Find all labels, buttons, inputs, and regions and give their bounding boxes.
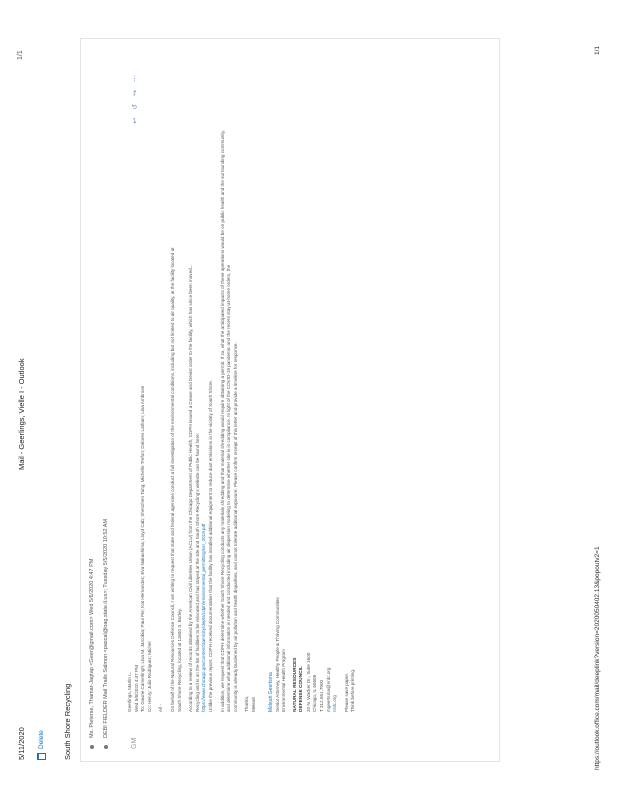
to-line: To: Gaurie Camerlingh; Lisa M. Jarcobia; Paul Pie; Kat Hernandez; Eva Nakashima; Lloyd Cab; Shenzhen Tang; Michelle Trefon; Dolores Latham; Lisa Ambrose [140, 385, 146, 712]
paragraph-line: According to a review of records obtained by the American Civil Liberties Union (ACLU) from the Chicago Department of Public Health, CDPH issued a Cease and Desist order to the facility, which has since been moved... [188, 264, 194, 712]
reply-icon[interactable]: ↩ [132, 117, 139, 124]
paragraph-line: and determine what additional information is needed and conducted including air dispersion modeling to determine whether site is in compliance. In light of the COVID-19 pandemic and the recent stay-at-home orders, the [226, 264, 232, 712]
signature-name: Meleah Geertsma [267, 672, 274, 712]
signature-tail: Think before printing. [350, 668, 356, 712]
page-number: 1/1 [594, 45, 601, 55]
signature-org: DEFENSE COUNCIL [299, 666, 305, 712]
paragraph-line: Recycling and is on the list of facilities to be relocated and has stayed at the site and South Shore Recycling's website can be found here: [194, 433, 200, 712]
greeting: All - [158, 704, 164, 712]
signature-org: NATURAL RESOURCES [292, 657, 298, 712]
forward-icon[interactable]: ↪ [132, 90, 139, 96]
thread-item-text: Ms. Pieterse, Thamar-Jagtap <Geer@gmail.com> Wed 5/6/2020 4:47 PM [89, 558, 95, 738]
delete-label: Delete [38, 730, 45, 749]
thread-item[interactable] [103, 519, 109, 749]
window-title: Mail - Geerlings, Vielle I - Outlook [17, 358, 26, 470]
message-body [127, 72, 357, 712]
signature-line: Environmental Health Program [281, 649, 287, 712]
email-subject: South Shore Recycling [63, 683, 72, 760]
paragraph-line: On behalf of the Natural Resources Defense Council, I am writing to request that state and federal agencies conduct a full investigation of the environmental conditions, including but not limited to air quality, at the facility located at [169, 247, 175, 712]
more-icon[interactable]: ⋯ [132, 75, 139, 82]
print-date: 5/11/2020 [17, 727, 26, 760]
page-corner: 1/1 [17, 50, 24, 60]
signature-address: T 312.651.7900 [319, 679, 325, 712]
paragraph-line: Unlike the previous report, CDPH received documentation that the facility has installed additional equipment to reduce dust emissions in the vicinity of South Shore. [207, 380, 213, 712]
signature-tail: Please save paper. [343, 672, 349, 712]
signature-address: Chicago, IL 60606 [312, 674, 318, 712]
sent-time: Wed 5/6/2020 4:47 PM [133, 665, 139, 712]
page-url: https://outlook.office.com/mail/deeplink?version=2020050402.13&popoutv2=1 [594, 546, 601, 770]
delete-button[interactable] [37, 730, 46, 760]
status-dot-icon [104, 745, 108, 749]
thread-item[interactable] [89, 559, 95, 749]
status-dot-icon [90, 745, 94, 749]
signature-address: mgeertsma@nrdc.org [325, 667, 331, 712]
thread-item-text: DEBI FIELDER Mail Trails Salmon <pascal@oag.state.il.us>; Tuesday 5/5/2020 10:52 AM [103, 519, 109, 738]
message-card [80, 38, 500, 762]
paragraph-link[interactable]: https://www.chicago.gov/content/dam/city/depts/cdph/environmental_permitting/ssr_2019.pdf [201, 523, 207, 712]
sender-name: Geerlings, Martin L. [127, 671, 132, 712]
closing-line: Thanks, [244, 695, 250, 712]
signature-line: Senior Attorney, Healthy People & Thriving Communities [274, 597, 280, 712]
reply-all-icon[interactable]: ↺ [132, 103, 139, 110]
signature-address: 20 N. Wacker Dr., Suite 1600 [305, 652, 311, 712]
avatar: GM [131, 737, 138, 749]
closing-line: Meleah [250, 696, 256, 712]
paragraph-line: community is already burdened by air pollution and health disparities, and cannot tolerate additional exposure. Please confirm receipt of this letter and provide a timeline for response. [232, 342, 238, 712]
signature-link[interactable]: nrdc.org [332, 695, 338, 712]
trash-icon [37, 753, 46, 760]
paragraph-line: In addition, we request that CDPH determine whether South Shore Recycling conducts any materials shredding and that material shredding would require obtaining a permit. If so, what the anticipated impacts of these operations would be on public health and the surrounding community, [219, 130, 225, 712]
cc-line: Cc: Henry; Julio Rodriguez; Michel [146, 641, 152, 712]
paragraph-line: South Shore Recycling, located at 11600 S. Burley. [176, 608, 182, 712]
